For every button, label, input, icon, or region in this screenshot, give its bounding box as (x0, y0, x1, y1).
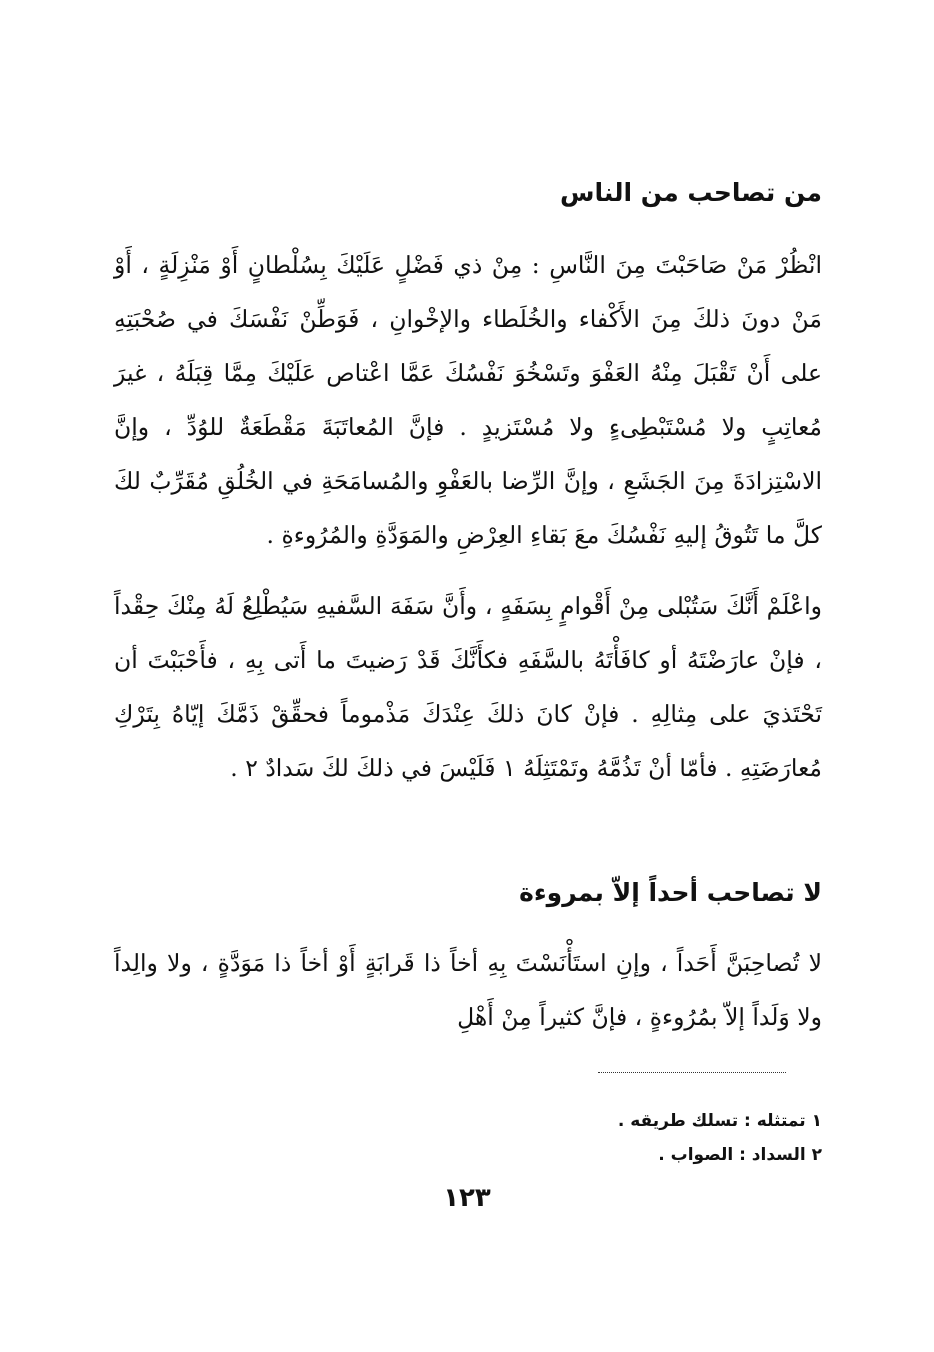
footnote-item: ١ تمتثله : تسلك طريقه . (617, 1111, 822, 1131)
footnote-divider (598, 1072, 786, 1073)
section-heading-companions: من تصاحب من الناس (560, 178, 822, 207)
paragraph-chivalry: لا تُصاحِبَنَّ أَحَداً ، وإنِ استَأْنَسْتَ بِهِ أخاً ذا قَرابَةٍ أَوْ أخاً ذا مَوَدَّةٍ ، ولا والِداً ولا وَلَداً إلاّ بمُرُوءةٍ ، فإنَّ كثيراً مِنْ أَهْلِ (114, 949, 822, 1031)
paragraph-choose-companions: انْظُرْ مَنْ صَاحَبْتَ مِنَ النَّاسِ : مِنْ ذي فَضْلٍ عَلَيْكَ بِسُلْطانٍ أَوْ مَنْزِلَةٍ ، أَوْ مَنْ دونَ ذلكَ مِنَ الأَكْفاء والخُلَطاء والإخْوانِ ، فَوَطِّنْ نَفْسَكَ في صُحْبَتِهِ على أَنْ تَقْبَلَ مِنْهُ العَفْوَ وتَسْخُوَ نَفْسُكَ عَمَّا اعْتاص عَلَيْكَ مِمَّا قِبَلَهُ ، غيرَ مُعاتِبٍ ولا مُسْتَبْطِىءٍ ولا مُسْتَزيدٍ . فإنَّ المُعاتَبَةَ مَقْطَعَةٌ للوُدِّ ، وإنَّ الاسْتِزادَةَ مِنَ الجَشَعِ ، وإنَّ الرِّضا بالعَفْوِ والمُسامَحَةِ في الخُلُقِ مُقَرِّبٌ لكَ كلَّ ما تَتُوقُ إليهِ نَفْسُكَ معَ بَقاءِ العِرْضِ والمَوَدَّةِ والمُرُوءةِ . (114, 251, 822, 549)
footnote-item: ٢ السداد : الصواب . (658, 1145, 822, 1165)
paragraph-foolishness: واعْلَمْ أَنَّكَ سَتُبْلى مِنْ أَقْوامٍ بِسَفَهٍ ، وأَنَّ سَفَهَ السَّفيهِ سَيُطْلِعُ لَهُ مِنْكَ حِقْداً ، فإنْ عارَضْتَهُ أو كافَأْتَهُ بالسَّفَهِ فكأَنَّكَ قَدْ رَضيتَ ما أَتى بِهِ ، فأَحْبَبْتَ أن تَحْتَذيَ على مِثالِهِ . فإنْ كانَ ذلكَ عِنْدَكَ مَذْموماً فحقِّقْ ذَمَّكَ إيّاهُ بِتَرْكِ مُعارَضَتِهِ . فأمّا أنْ تَذُمَّهُ وتَمْتَثِلَهُ ١ فَلَيْسَ في ذلكَ لكَ سَدادٌ ٢ . (114, 592, 822, 782)
footnotes-list (618, 1104, 822, 1172)
page-number: ١٢٣ (443, 1183, 491, 1213)
section-heading-chivalry: لا تصاحب أحداً إلاّ بمروءة (519, 878, 822, 907)
